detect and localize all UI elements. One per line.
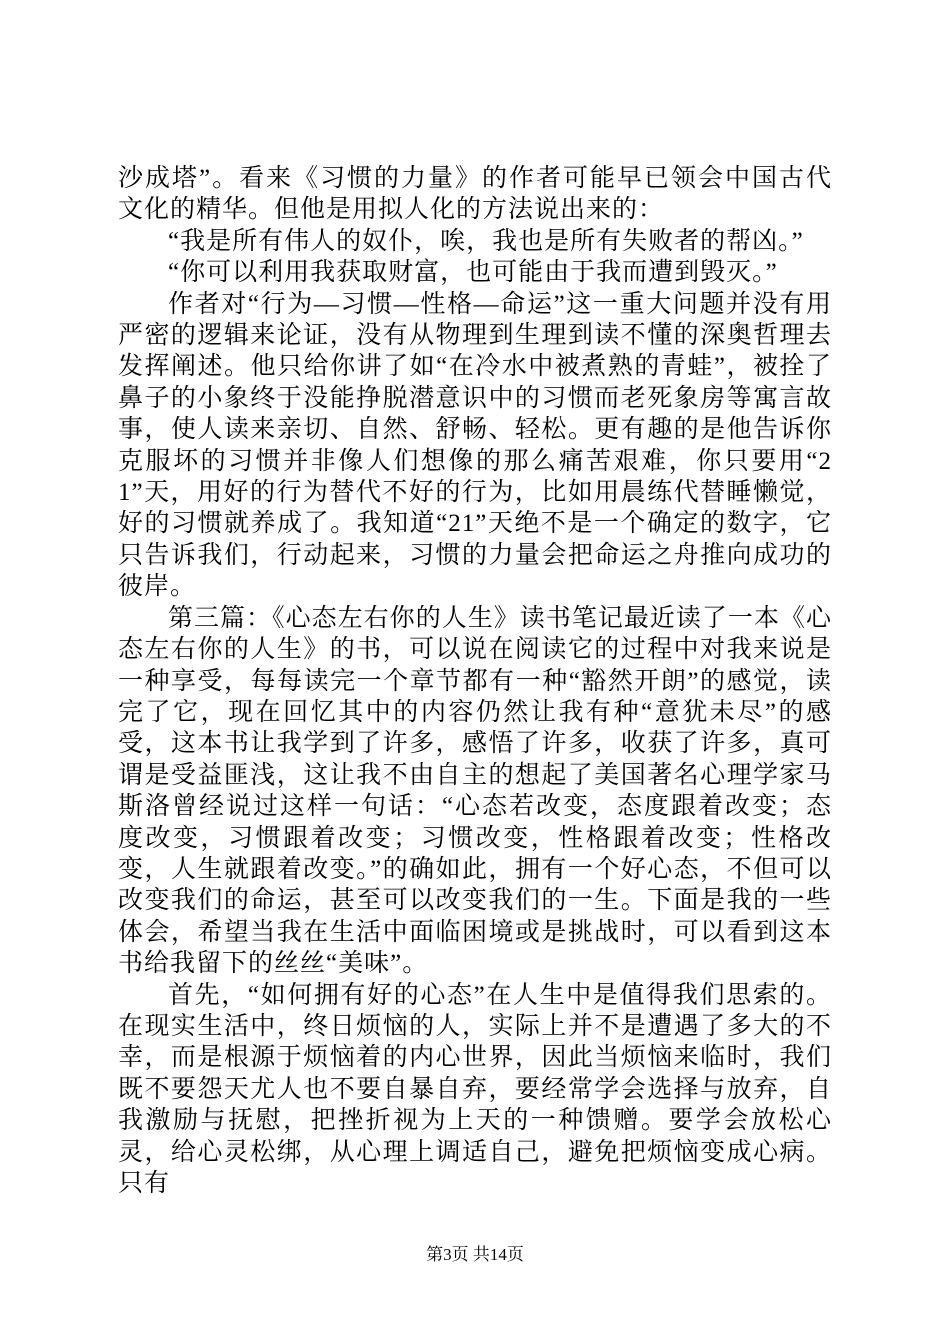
paragraph-continuation: 沙成塔”。看来《习惯的力量》的作者可能早已领会中国古代文化的精华。但他是用拟人化的方法说出来的： [118,165,832,224]
paragraph-first-point: 首先，“如何拥有好的心态”在人生中是值得我们思索的。在现实生活中，终日烦恼的人，实际上并不是遭遇了多大的不幸，而是根源于烦恼着的内心世界，因此当烦恼来临时，我们既不要怨天尤人也不要自暴自弃，要经常学会选择与放弃，自我激励与抚慰，把挫折视为上天的一种馈赠。要学会放松心灵，给心灵松绑，从心理上调适自己，避免把烦恼变成心病。只有 [118,981,832,1197]
paragraph-quote-2: “你可以利用我获取财富，也可能由于我而遭到毁灭。” [168,259,778,287]
paragraph-habit-discussion: 作者对“行为—习惯—性格—命运”这一重大问题并没有用严密的逻辑来论证，没有从物理到生理到读不懂的深奥哲理去发挥阐述。他只给你讲了如“在冷水中被煮熟的青蛙”，被拴了鼻子的小象终于没能挣脱潜意识中的习惯而老死象房等寓言故事，使人读来亲切、自然、舒畅、轻松。更有趣的是他告诉你克服坏的习惯并非像人们想像的那么痛苦艰难，你只要用“21”天，用好的行为替代不好的行为，比如用晨练代替睡懒觉，好的习惯就养成了。我知道“21”天绝不是一个确定的数字，它只告诉我们，行动起来，习惯的力量会把命运之舟推向成功的彼岸。 [118,290,832,601]
page-number-label: 第3页 共14页 [426,1245,524,1264]
paragraph-third-essay: 第三篇：《心态左右你的人生》读书笔记最近读了一本《心态左右你的人生》的书，可以说在阅读它的过程中对我来说是一种享受，每每读完一个章节都有一种“豁然开朗”的感觉，读完了它，现在回忆其中的内容仍然让我有种“意犹未尽”的感受，这本书让我学到了许多，感悟了许多，收获了许多，真可谓是受益匪浅，这让我不由自主的想起了美国著名心理学家马斯洛曾经说过这样一句话：“心态若改变，态度跟着改变；态度改变，习惯跟着改变；习惯改变，性格跟着改变；性格改变，人生就跟着改变。”的确如此，拥有一个好心态，不但可以改变我们的命运，甚至可以改变我们的一生。下面是我的一些体会，希望当我在生活中面临困境或是挑战时，可以看到这本书给我留下的丝丝“美味”。 [118,604,832,978]
document-body [118,163,832,1199]
page-footer [0,1244,950,1266]
paragraph-quote-1: “我是所有伟人的奴仆，唉，我也是所有失败者的帮凶。” [168,227,804,255]
